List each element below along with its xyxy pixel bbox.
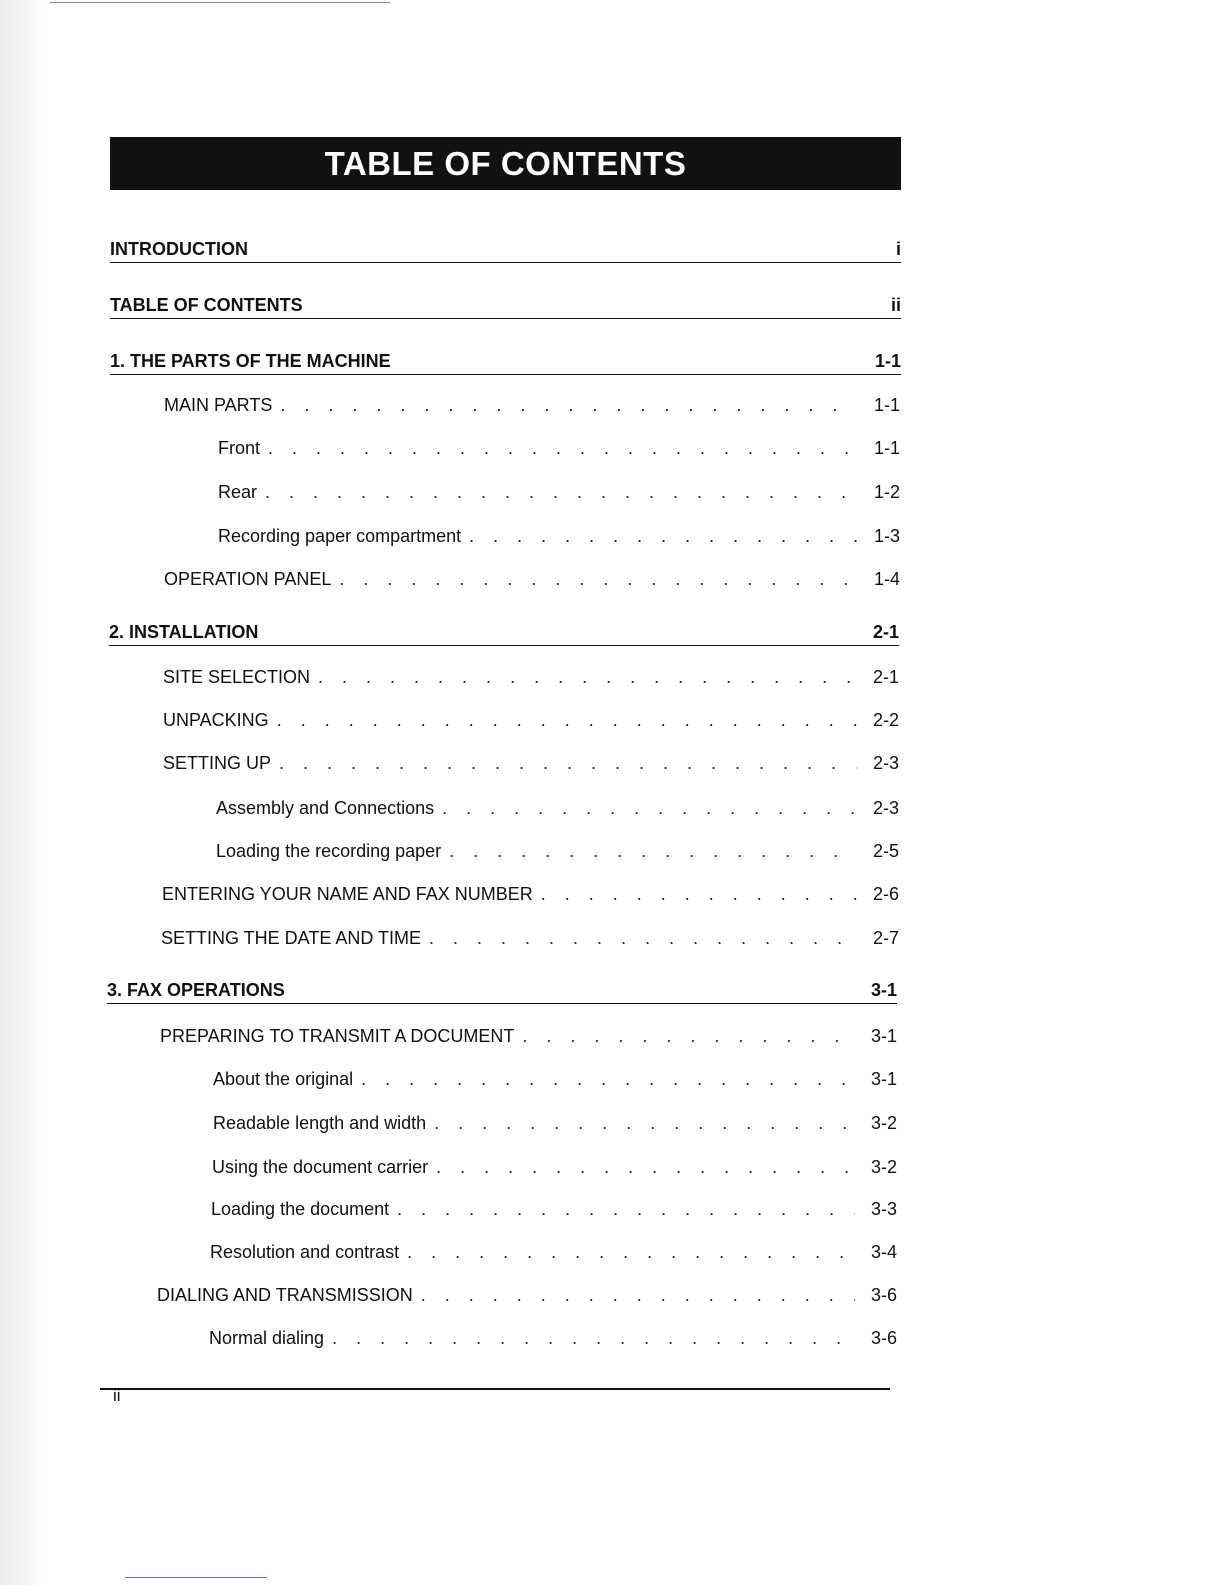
dot-leader — [469, 526, 858, 547]
toc-entry-page: 1-3 — [873, 526, 900, 546]
footer-page-number: ii — [113, 1386, 121, 1405]
toc-entry-page: 1-1 — [873, 395, 900, 415]
toc-entry-label: Resolution and contrast — [210, 1242, 400, 1262]
dot-leader — [434, 1113, 855, 1134]
dot-leader — [277, 710, 857, 731]
dot-leader — [436, 1157, 855, 1178]
toc-section-setting-up[interactable] — [163, 753, 899, 774]
toc-entry-page: 3-1 — [870, 1026, 897, 1046]
toc-chapter-label: 3. FAX OPERATIONS — [107, 980, 285, 1000]
toc-chapter-label: 2. INSTALLATION — [109, 622, 259, 642]
toc-chapter-1[interactable] — [110, 351, 901, 375]
toc-subsection-rear[interactable] — [218, 482, 900, 503]
toc-subsection-using-document-carrier[interactable] — [212, 1157, 897, 1178]
toc-subsection-about-the-original[interactable] — [213, 1069, 897, 1090]
toc-entry-page: 2-7 — [872, 928, 899, 948]
toc-entry-label: SETTING UP — [163, 753, 272, 773]
footer-rule — [100, 1388, 890, 1390]
toc-chapter-label: 1. THE PARTS OF THE MACHINE — [110, 351, 391, 371]
toc-entry-page: 3-2 — [870, 1157, 897, 1177]
toc-chapter-page: 1-1 — [874, 351, 901, 371]
toc-entry-label: DIALING AND TRANSMISSION — [157, 1285, 413, 1305]
toc-entry-page: 3-4 — [870, 1242, 897, 1262]
dot-leader — [332, 1328, 855, 1349]
toc-entry-label: ENTERING YOUR NAME AND FAX NUMBER — [162, 884, 533, 904]
toc-entry-label: Front — [218, 438, 261, 458]
toc-entry-label: Recording paper compartment — [218, 526, 462, 546]
toc-section-site-selection[interactable] — [163, 667, 899, 688]
toc-chapter-3[interactable] — [107, 980, 897, 1004]
toc-entry-label: About the original — [213, 1069, 354, 1089]
toc-entry-page: 2-3 — [872, 753, 899, 773]
toc-entry-label: INTRODUCTION — [110, 239, 248, 259]
dot-leader — [268, 438, 858, 459]
toc-entry-page: 1-4 — [873, 569, 900, 589]
toc-entry-page: 3-6 — [870, 1285, 897, 1305]
dot-leader — [279, 753, 857, 774]
toc-entry-table-of-contents[interactable] — [110, 295, 901, 319]
toc-entry-page: 1-1 — [873, 438, 900, 458]
toc-section-preparing-to-transmit[interactable] — [160, 1026, 897, 1047]
scan-bottom-mark — [125, 1577, 267, 1578]
dot-leader — [429, 928, 857, 949]
toc-entry-label: Normal dialing — [209, 1328, 325, 1348]
dot-leader — [318, 667, 857, 688]
toc-entry-label: OPERATION PANEL — [164, 569, 332, 589]
dot-leader — [397, 1199, 855, 1220]
toc-entry-label: TABLE OF CONTENTS — [110, 295, 303, 315]
toc-subsection-front[interactable] — [218, 438, 900, 459]
toc-entry-page: 2-2 — [872, 710, 899, 730]
dot-leader — [265, 482, 858, 503]
toc-subsection-recording-paper-compartment[interactable] — [218, 526, 900, 547]
toc-subsection-loading-the-document[interactable] — [211, 1199, 897, 1220]
toc-section-main-parts[interactable] — [164, 395, 900, 416]
toc-entry-label: UNPACKING — [163, 710, 269, 730]
toc-section-setting-date-and-time[interactable] — [161, 928, 899, 949]
toc-entry-label: PREPARING TO TRANSMIT A DOCUMENT — [160, 1026, 515, 1046]
dot-leader — [407, 1242, 855, 1263]
toc-chapter-page: 2-1 — [872, 622, 899, 642]
toc-subsection-readable-length-and-width[interactable] — [213, 1113, 897, 1134]
toc-subsection-loading-recording-paper[interactable] — [216, 841, 899, 862]
toc-subsection-assembly-and-connections[interactable] — [216, 798, 899, 819]
toc-entry-label: Loading the recording paper — [216, 841, 442, 861]
toc-entry-page: 3-2 — [870, 1113, 897, 1133]
dot-leader — [280, 395, 858, 416]
toc-section-operation-panel[interactable] — [164, 569, 900, 590]
toc-section-unpacking[interactable] — [163, 710, 899, 731]
toc-entry-page: 2-5 — [872, 841, 899, 861]
toc-entry-page: ii — [890, 295, 901, 315]
page-title: TABLE OF CONTENTS — [324, 144, 687, 182]
toc-entry-page: 2-1 — [872, 667, 899, 687]
toc-entry-label: Rear — [218, 482, 258, 502]
dot-leader — [361, 1069, 855, 1090]
dot-leader — [449, 841, 857, 862]
dot-leader — [541, 884, 857, 905]
toc-entry-label: SITE SELECTION — [163, 667, 311, 687]
toc-section-entering-name-and-fax-number[interactable] — [162, 884, 899, 905]
toc-subsection-normal-dialing[interactable] — [209, 1328, 897, 1349]
dot-leader — [339, 569, 858, 590]
toc-entry-page: 3-1 — [870, 1069, 897, 1089]
toc-entry-label: MAIN PARTS — [164, 395, 273, 415]
toc-entry-label: SETTING THE DATE AND TIME — [161, 928, 422, 948]
toc-entry-introduction[interactable] — [110, 239, 901, 263]
dot-leader — [522, 1026, 855, 1047]
toc-chapter-2[interactable] — [109, 622, 899, 646]
toc-section-dialing-and-transmission[interactable] — [157, 1285, 897, 1306]
toc-entry-label: Using the document carrier — [212, 1157, 429, 1177]
toc-entry-label: Loading the document — [211, 1199, 390, 1219]
dot-leader — [421, 1285, 855, 1306]
toc-entry-page: 1-2 — [873, 482, 900, 502]
dot-leader — [442, 798, 857, 819]
toc-entry-page: 2-6 — [872, 884, 899, 904]
toc-entry-label: Assembly and Connections — [216, 798, 435, 818]
toc-subsection-resolution-and-contrast[interactable] — [210, 1242, 897, 1263]
toc-entry-page: 3-3 — [870, 1199, 897, 1219]
toc-entry-page: i — [895, 239, 901, 259]
toc-chapter-page: 3-1 — [870, 980, 897, 1000]
toc-entry-page: 3-6 — [870, 1328, 897, 1348]
toc-entry-page: 2-3 — [872, 798, 899, 818]
toc-entry-label: Readable length and width — [213, 1113, 427, 1133]
